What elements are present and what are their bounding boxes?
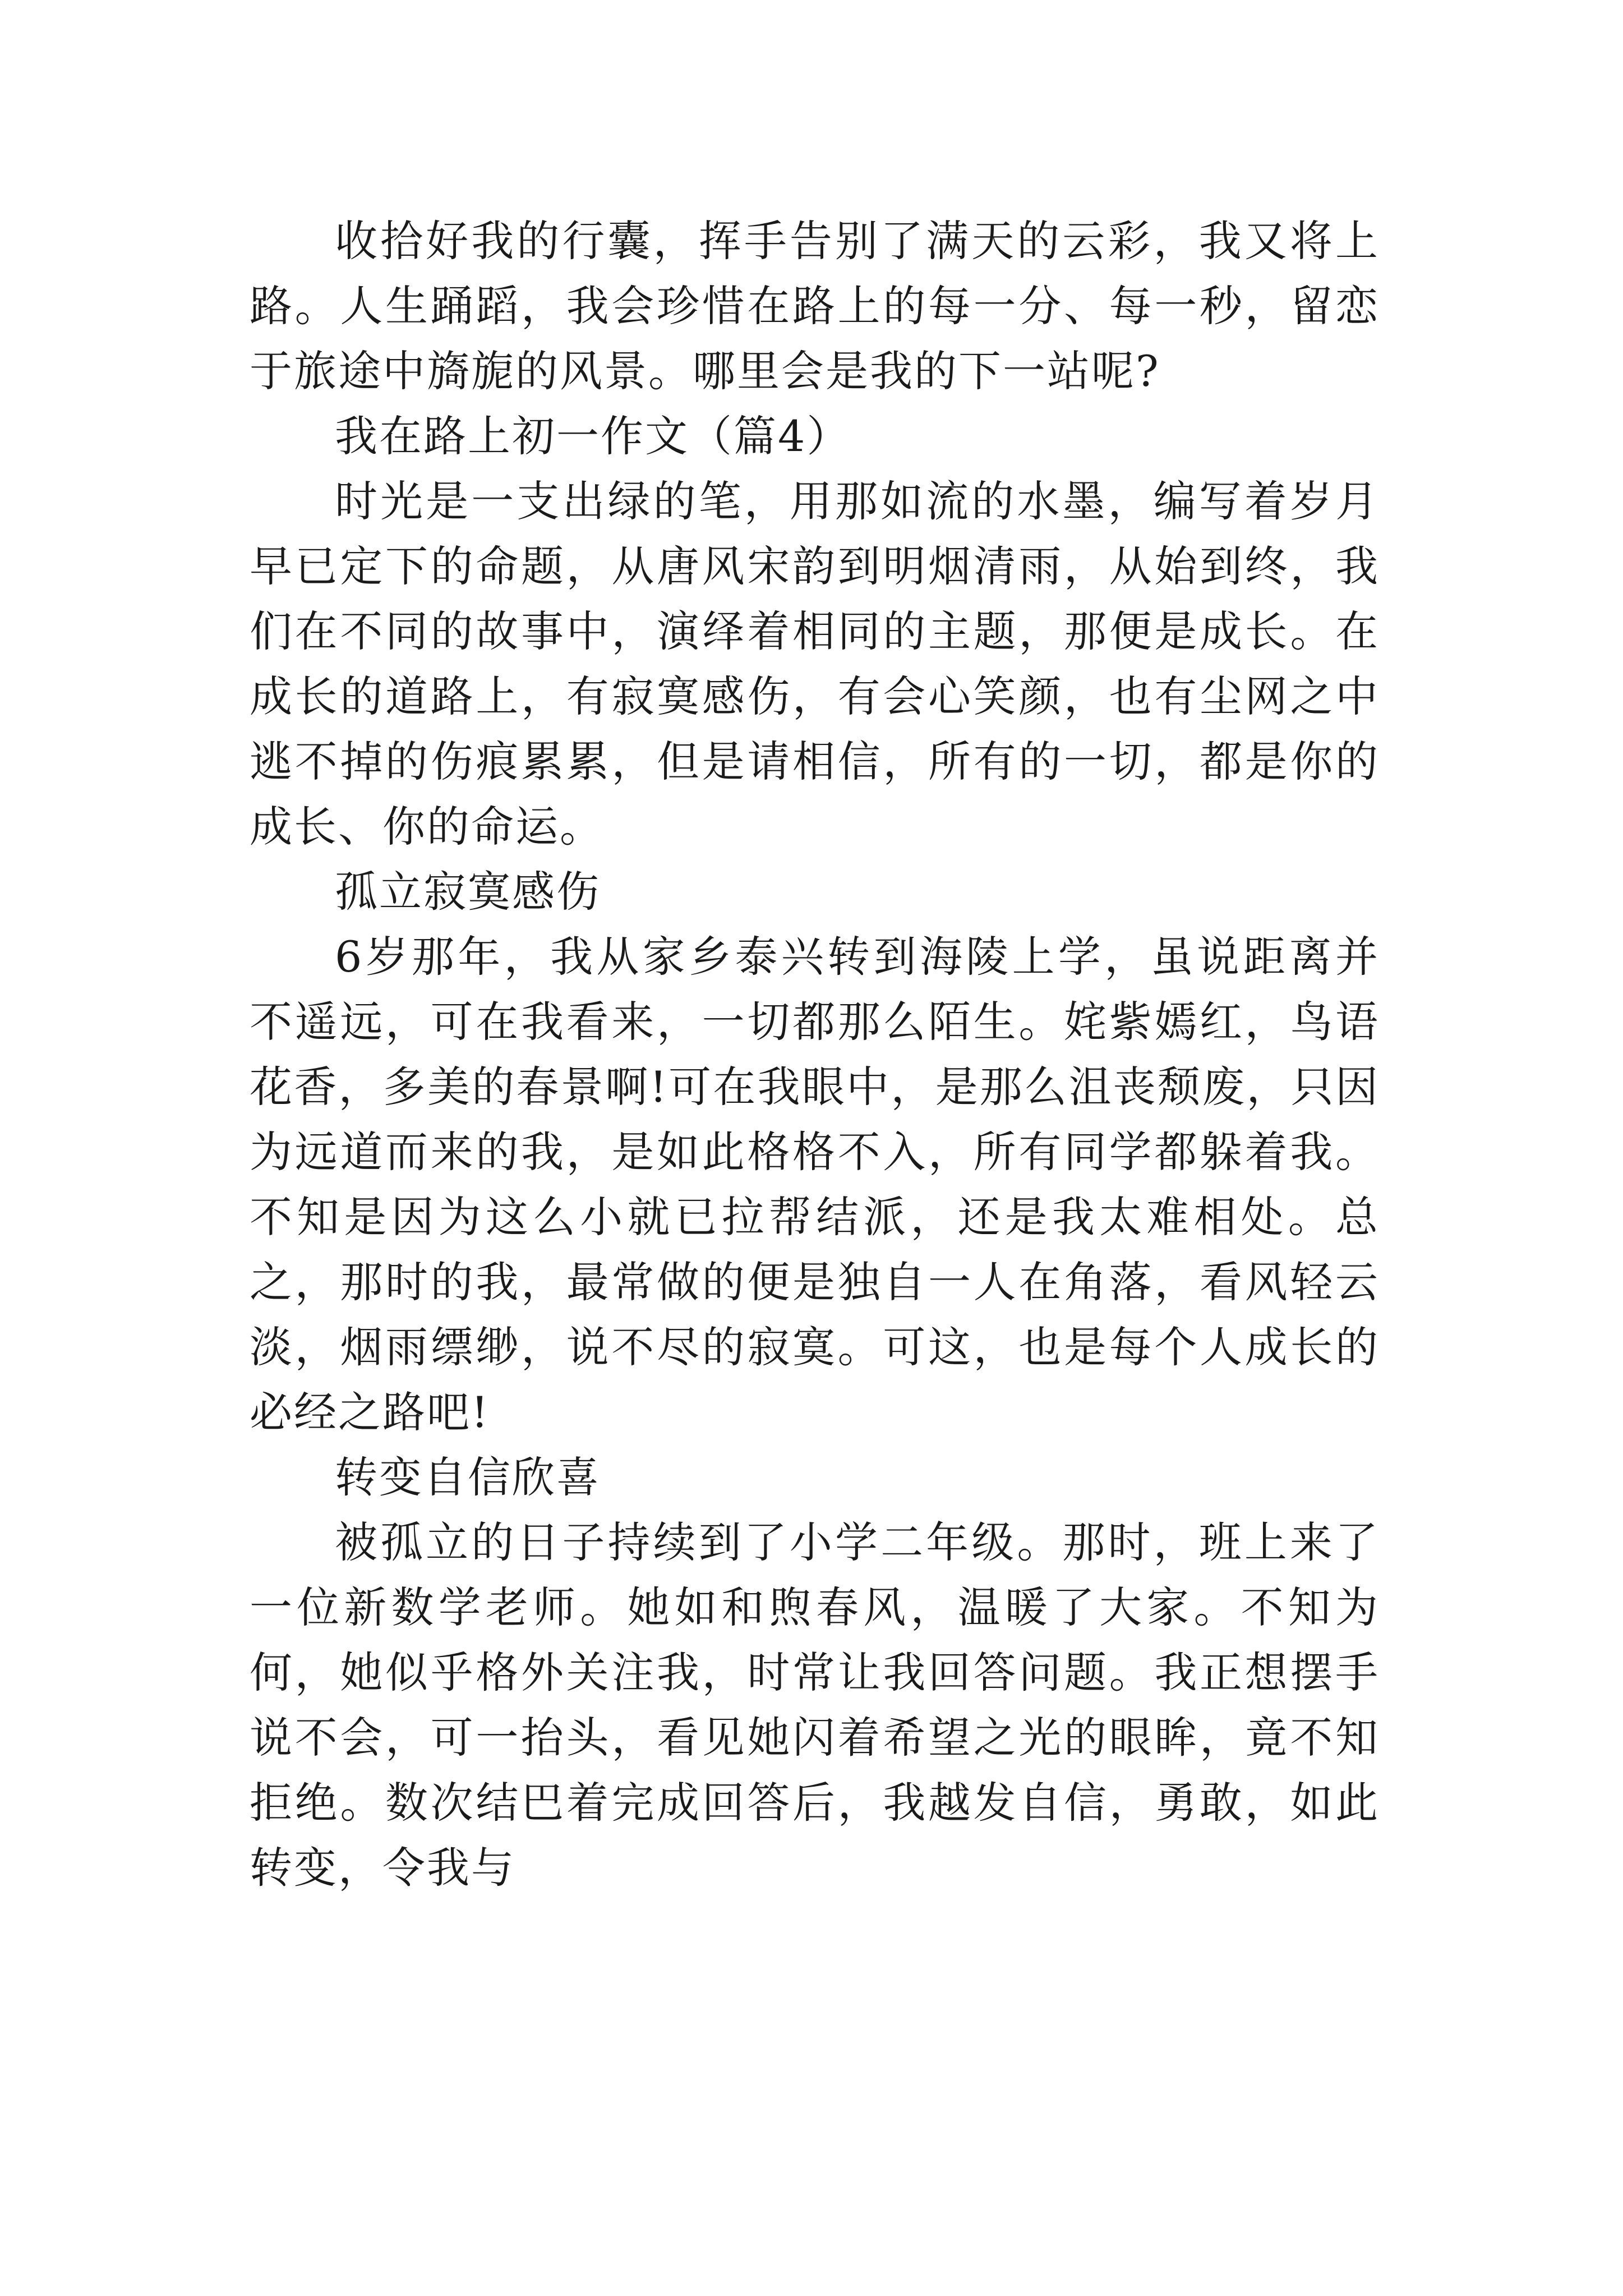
paragraph-opening: 时光是一支出绿的笔，用那如流的水墨，编写着岁月早已定下的命题，从唐风宋韵到明烟清雨，从始到终，我们在不同的故事中，演绎着相同的主题，那便是成长。在成长的道路上，有寂寞感伤，有会心笑颜，也有尘网之中逃不掉的伤痕累累，但是请相信，所有的一切，都是你的成长、你的命运。 — [250, 476, 1380, 852]
section-heading-confident: 转变自信欣喜 — [335, 1452, 601, 1502]
paragraph-intro-ending: 收拾好我的行囊，挥手告别了满天的云彩，我又将上路。人生踊蹈，我会珍惜在路上的每一分、每一秒，留恋于旅途中旖旎的风景。哪里会是我的下一站呢? — [250, 216, 1380, 396]
paragraph-confident: 被孤立的日子持续到了小学二年级。那时，班上来了一位新数学老师。她如和煦春风，温暖了大家。不知为何，她似乎格外关注我，时常让我回答问题。我正想摆手说不会，可一抬头，看见她闪着希望之光的眼眸，竟不知拒绝。数次结巴着完成回答后，我越发自信，勇敢，如此转变，令我与 — [250, 1517, 1380, 1893]
document-body — [250, 209, 1380, 1901]
paragraph-lonely: 6岁那年，我从家乡泰兴转到海陵上学，虽说距离并不遥远，可在我看来，一切都那么陌生。姹紫嫣红，鸟语花香，多美的春景啊!可在我眼中，是那么沮丧颓废，只因为远道而来的我，是如此格格不入，所有同学都躲着我。不知是因为这么小就已拉帮结派，还是我太难相处。总之，那时的我，最常做的便是独自一人在角落，看风轻云淡，烟雨缥缈，说不尽的寂寞。可这，也是每个人成长的必经之路吧! — [250, 932, 1380, 1437]
section-heading-lonely: 孤立寂寞感伤 — [335, 867, 601, 917]
essay-title: 我在路上初一作文（篇4） — [335, 411, 851, 461]
